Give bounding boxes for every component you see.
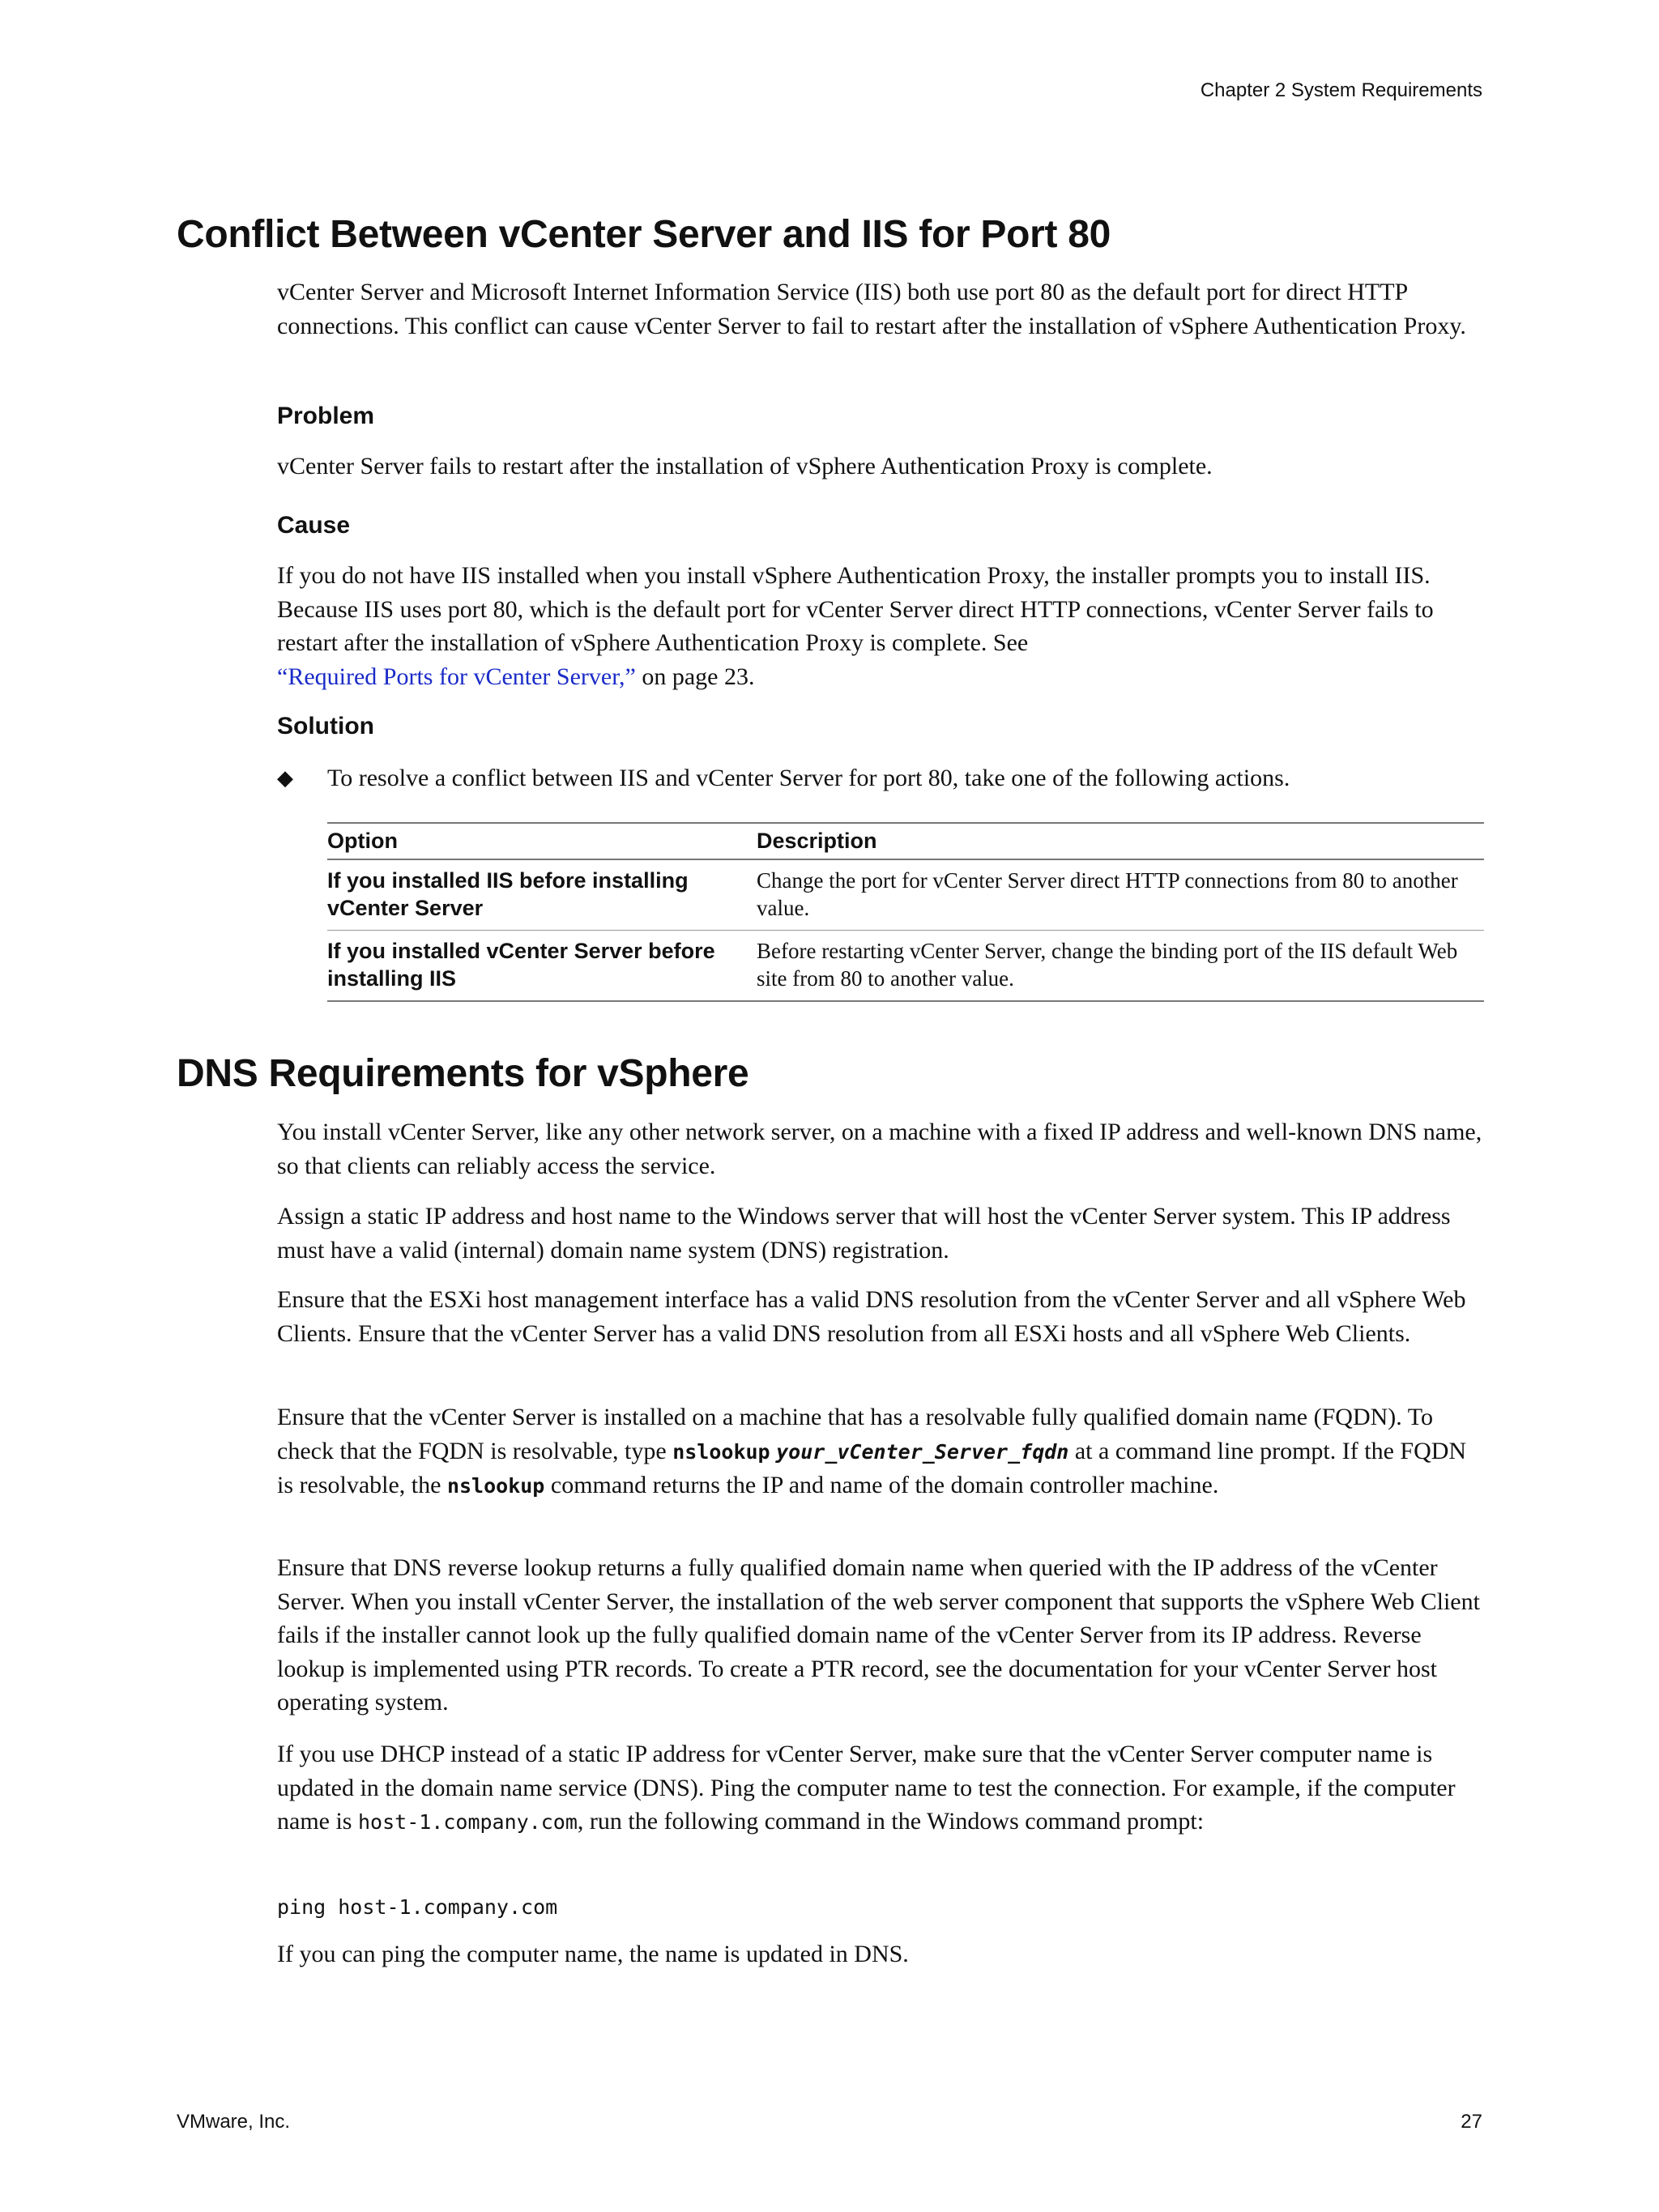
column-header-option: Option bbox=[327, 823, 757, 859]
dns-p7 bbox=[277, 1937, 1484, 1971]
section-title-port-conflict: Conflict Between vCenter Server and IIS for Port 80 bbox=[177, 213, 1111, 256]
dns-paragraph-2: Assign a static IP address and host name to the Windows server that will host the vCenter Server system. This IP address must have a valid (internal) domain name system (DNS) registration. bbox=[277, 1203, 1451, 1264]
cause-text: If you do not have IIS installed when you install vSphere Authentication Proxy, the installer prompts you to install IIS. Because IIS uses port 80, which is the default port for vCenter Server direct HTTP connections, vCenter Server fails to restart after the installation of vSphere Authentication Proxy is complete. See bbox=[277, 562, 1434, 656]
dns-paragraph-1: You install vCenter Server, like any other network server, on a machine with a fixed IP address and well-known DNS name, so that clients can reliably access the service. bbox=[277, 1119, 1482, 1179]
column-header-description: Description bbox=[757, 823, 1484, 859]
dns-p3 bbox=[277, 1283, 1484, 1350]
dns-paragraph-3: Ensure that the ESXi host management interface has a valid DNS resolution from the vCenter Server and all vSphere Web Clients. Ensure that the vCenter Server has a valid DNS resolution from all ESXi hosts and all vSphere Web Clients. bbox=[277, 1286, 1466, 1347]
section1-intro bbox=[277, 275, 1484, 343]
required-ports-link[interactable]: “Required Ports for vCenter Server,” bbox=[277, 663, 636, 690]
description-cell: Change the port for vCenter Server direct HTTP connections from 80 to another value. bbox=[757, 859, 1484, 931]
dns-p1 bbox=[277, 1115, 1484, 1183]
dns-p2 bbox=[277, 1200, 1484, 1267]
p6-text-b: , run the following command in the Windows command prompt: bbox=[577, 1808, 1205, 1835]
ping-command: ping host-1.company.com bbox=[277, 1895, 558, 1919]
cause-paragraph bbox=[277, 559, 1484, 693]
option-cell: If you installed IIS before installing vCenter Server bbox=[327, 859, 757, 931]
p4-text-c: command returns the IP and name of the domain controller machine. bbox=[544, 1472, 1219, 1498]
table-row bbox=[327, 931, 1484, 1002]
dns-paragraph-5: Ensure that DNS reverse lookup returns a fully qualified domain name when queried with the IP address of the vCenter Server. When you install vCenter Server, the installation of the web server component that supports the vSphere Web Client fails if the installer cannot look up the fully qualified domain name of the vCenter Server from its IP address. Reverse lookup is implemented using PTR records. To create a PTR record, see the documentation for your vCenter Server host operating system. bbox=[277, 1554, 1480, 1715]
dns-p6 bbox=[277, 1737, 1484, 1839]
cause-suffix: on page 23. bbox=[635, 663, 755, 690]
nslookup-command-2: nslookup bbox=[446, 1474, 545, 1498]
problem-block bbox=[277, 450, 1484, 484]
hostname-code: host-1.company.com bbox=[357, 1810, 578, 1834]
dns-paragraph-6 bbox=[277, 1737, 1484, 1839]
solution-heading: Solution bbox=[277, 713, 374, 739]
options-table bbox=[327, 822, 1484, 1002]
footer-company: VMware, Inc. bbox=[177, 2111, 291, 2133]
table-header-row bbox=[327, 823, 1484, 859]
intro-paragraph: vCenter Server and Microsoft Internet Information Service (IIS) both use port 80 as the default port for direct HTTP connections. This conflict can cause vCenter Server to fail to restart after the installation of vSphere Authentication Proxy. bbox=[277, 279, 1466, 339]
cause-heading: Cause bbox=[277, 512, 351, 539]
problem-heading: Problem bbox=[277, 403, 375, 429]
nslookup-command: nslookup bbox=[672, 1439, 770, 1464]
table-row bbox=[327, 859, 1484, 931]
section-title-dns: DNS Requirements for vSphere bbox=[177, 1052, 749, 1095]
cause-block bbox=[277, 559, 1484, 693]
footer-page-number: 27 bbox=[1461, 2111, 1482, 2133]
dns-paragraph-4 bbox=[277, 1400, 1484, 1503]
dns-p4 bbox=[277, 1400, 1484, 1503]
description-cell: Before restarting vCenter Server, change the binding port of the IIS default Web site from 80 to another value. bbox=[757, 931, 1484, 1002]
fqdn-argument: your_vCenter_Server_fqdn bbox=[776, 1439, 1069, 1464]
problem-paragraph: vCenter Server fails to restart after the installation of vSphere Authentication Proxy is complete. bbox=[277, 453, 1213, 479]
option-cell: If you installed vCenter Server before installing IIS bbox=[327, 931, 757, 1002]
dns-paragraph-7: If you can ping the computer name, the name is updated in DNS. bbox=[277, 1941, 909, 1967]
p4-text-b: at a command line prompt. If the FQDN is resolvable, the bbox=[277, 1437, 1467, 1498]
code-block bbox=[277, 1890, 1484, 1924]
p6-text-a: If you use DHCP instead of a static IP address for vCenter Server, make sure that the vCenter Server computer name is updated in the domain name service (DNS). Ping the computer name to test the connection. For example, if the computer name is bbox=[277, 1741, 1456, 1835]
p4-text-a: Ensure that the vCenter Server is installed on a machine that has a resolvable fully qualified domain name (FQDN). To check that the FQDN is resolvable, type bbox=[277, 1404, 1433, 1464]
diamond-bullet-icon: ◆ bbox=[277, 766, 293, 790]
dns-p5 bbox=[277, 1551, 1484, 1720]
solution-text: To resolve a conflict between IIS and vCenter Server for port 80, take one of the following actions. bbox=[327, 765, 1290, 791]
running-header: Chapter 2 System Requirements bbox=[1200, 79, 1482, 101]
